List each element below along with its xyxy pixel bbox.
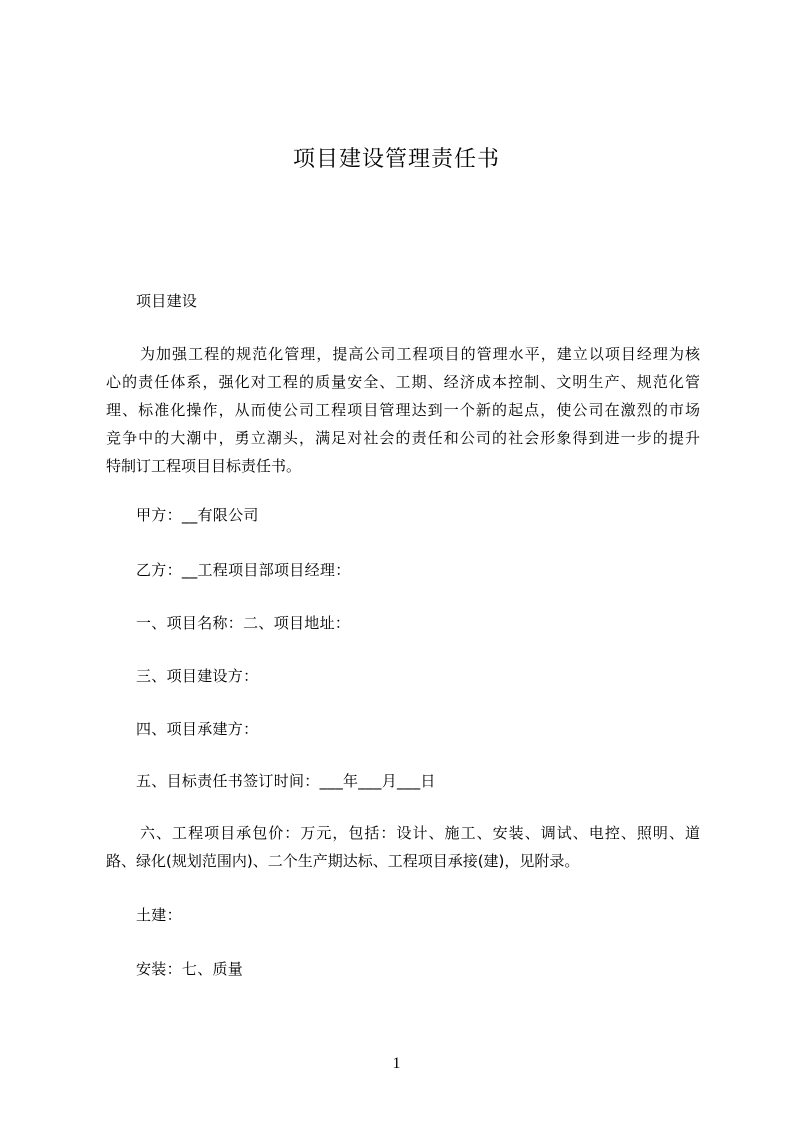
intro-line: 心的责任体系，强化对工程的质量安全、工期、经济成本控制、文明生产、规范化管 [106, 373, 700, 391]
item-5-line: 五、目标责任书签订时间：___年___月___日 [136, 772, 436, 790]
intro-line: 竞争中的大潮中，勇立潮头，满足对社会的责任和公司的社会形象得到进一步的提升 [106, 429, 700, 447]
item-3-line: 三、项目建设方： [136, 667, 259, 685]
install-quality-line: 安装：七、质量 [136, 960, 244, 978]
intro-paragraph [106, 340, 700, 480]
intro-line: 理、标准化操作，从而使公司工程项目管理达到一个新的起点，使公司在激烈的市场 [106, 401, 700, 419]
item-6-paragraph [106, 819, 700, 875]
intro-line: 特制订工程项目目标责任书。 [106, 457, 302, 475]
section-heading: 项目建设 [136, 292, 198, 310]
item-4-line: 四、项目承建方： [136, 720, 259, 738]
item-1-2-line: 一、项目名称：二、项目地址： [136, 614, 351, 632]
intro-line: 为加强工程的规范化管理，提高公司工程项目的管理水平，建立以项目经理为核 [140, 345, 700, 363]
party-b-line: 乙方：__工程项目部项目经理： [136, 561, 351, 579]
item-6-line: 六、工程项目承包价：万元，包括：设计、施工、安装、调试、电控、照明、道 [140, 824, 700, 842]
civil-line: 土建： [136, 906, 182, 924]
page-number: 1 [392, 1055, 401, 1072]
item-6-line: 路、绿化(规划范围内)、二个生产期达标、工程项目承接(建)，见附录。 [106, 852, 580, 870]
document-title: 项目建设管理责任书 [292, 147, 500, 172]
party-a-line: 甲方：__有限公司 [136, 506, 259, 524]
